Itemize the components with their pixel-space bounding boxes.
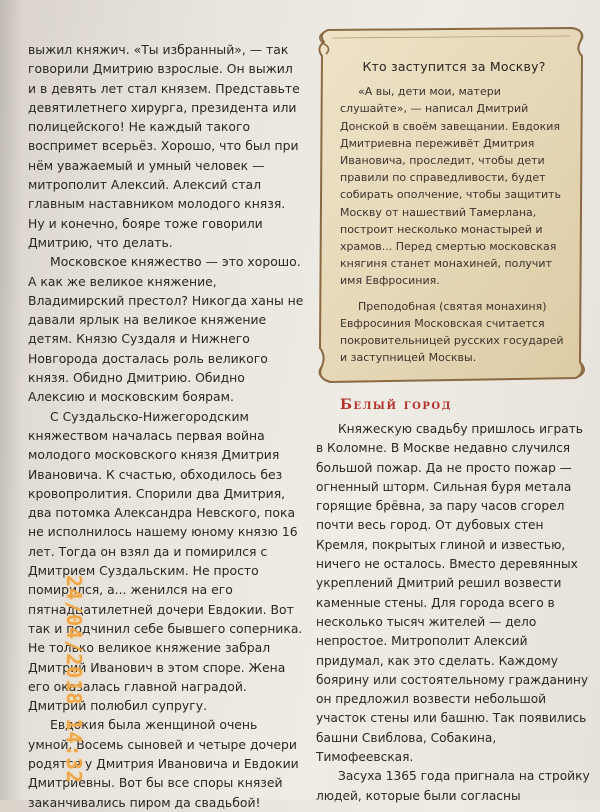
- left-paragraph-2: Московское княжество — это хорошо. А как же великое княжение, Владимирский престол? Никогда ханы не давали ярлык на великое княжение детям. Князю Суздаля и Нижнего Новгорода досталась роль великого князя. Обидно Дмитрию. Обидно Алексию и московским боярам.: [28, 254, 304, 405]
- scroll-content: [340, 58, 568, 366]
- right-text-column: [316, 420, 592, 806]
- left-paragraph-1: выжил княжич. «Ты избранный», — так говорили Дмитрию взрослые. Он выжил и в девять лет стал князем. Представьте девятилетнего хирурга, президента или полицейского! Не каждый такого воспримет всерьёз. Хорошо, что был при нём уважаемый и умный человек — митрополит Алексий. Алексий стал главным наставником молодого князя. Ну и конечно, бояре тоже говорили Дмитрию, что делать.: [28, 42, 300, 250]
- scroll-paragraph-2: Преподобная (святая монахиня) Евфросиния Московская считается покровительницей русских государей и заступницей Москвы.: [340, 299, 564, 365]
- camera-timestamp: 24/04/2018 14:32: [62, 575, 86, 784]
- scroll-title: Кто заступится за Москву?: [362, 59, 546, 74]
- section-heading-white-city: Белый город: [340, 397, 453, 413]
- right-paragraph-2: Засуха 1365 года пригнала на стройку людей, которые были согласны: [316, 769, 590, 803]
- scroll-paragraph-1: «А вы, дети мои, матери слушайте», — написал Дмитрий Донской в своём завещании. Евдокия Дмитриевна переживёт Дмитрия Ивановича, проследит, чтобы дети правили по справедливости, будет собирать ополчение, чтобы защитить Москву от нашествий Тамерлана, построит несколько монастырей и храмов... Перед смертью московская княгиня станет монахиней, получит имя Евфросиния.: [340, 85, 562, 288]
- left-paragraph-4: Евдокия была женщиной очень умной. Восемь сыновей и четыре дочери родятся у Дмитрия Ивановича и Евдокии Дмитриевны. Вот бы все споры князей заканчивались пиром да свадьбой!: [28, 717, 299, 810]
- right-paragraph-1: Княжескую свадьбу пришлось играть в Коломне. В Москве недавно случился большой пожар. Да не просто пожар — огненный шторм. Сильная буря метала горящие брёвна, за пару часов сгорел почти весь город. От дубовых стен Кремля, покрытых глиной и известью, ничего не осталось. Вместо деревянных укреплений Дмитрий решил возвести каменные стены. Для города всего в несколько тысяч жителей — дело непростое. Митрополит Алексий придумал, как это сделать. Каждому боярину или состоятельному гражданину он предложил возвести небольшой участок стены или башню. Так появились башни Свиблова, Собакина, Тимофеевская.: [316, 422, 589, 765]
- scroll-sidebar-box: [310, 22, 592, 394]
- left-paragraph-3: С Суздальско-Нижегородским княжеством началась первая война молодого московского князя Дмитрия Ивановича. К счастью, обходилось без кровопролития. Спорили два Дмитрия, два потомка Александра Невского, пока не исполнилось нашему юному князю 16 лет. Тогда он взял да и помирился с Дмитрием Суздальским. Не просто помирился, а... женился на его пятнадцатилетней дочери Евдокии. Вот так и подчинил себе бывшего соперника. Не только великое княжение забрал Дмитрий Иванович в этом споре. Жена его оказалась главной наградой. Дмитрий полюбил супругу.: [28, 408, 303, 714]
- page-gutter-shadow: [0, 0, 22, 800]
